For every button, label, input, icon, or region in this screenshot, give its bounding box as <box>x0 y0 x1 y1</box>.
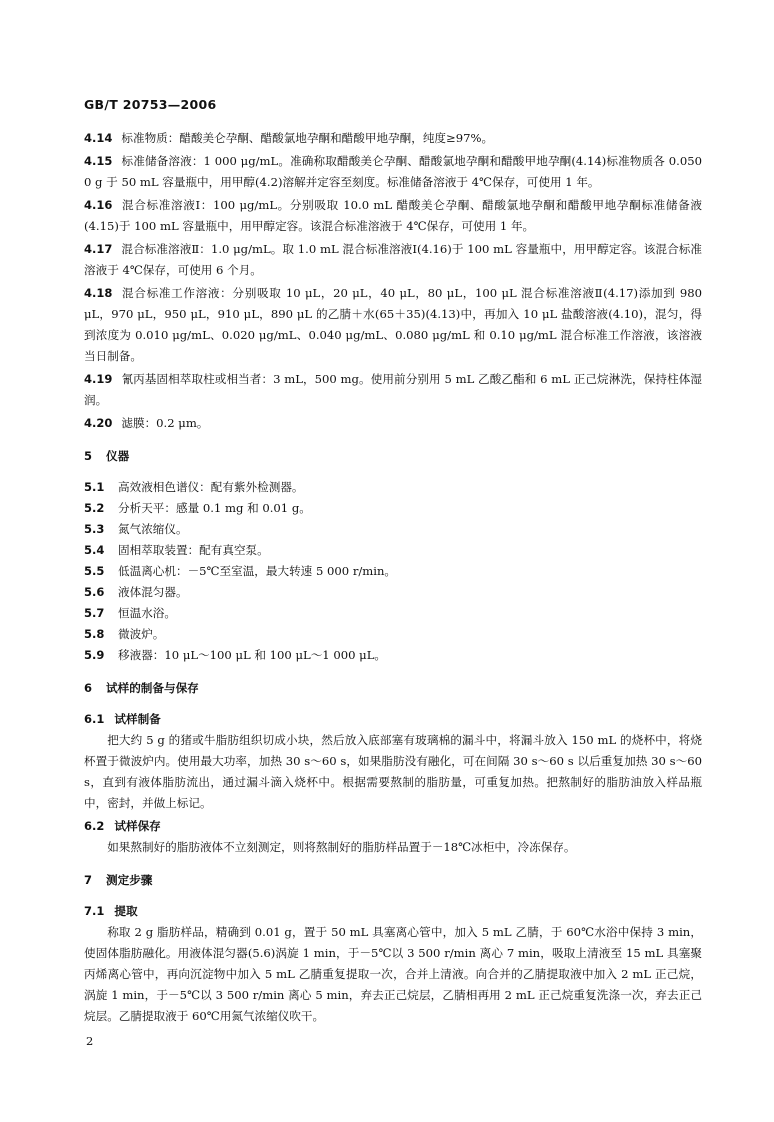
clause-text: 混合标准溶液Ⅱ：1.0 μg/mL。取 1.0 mL 混合标准溶液Ⅰ(4.16)于 100 mL 容量瓶中，用甲醇定容。该混合标准溶液于 4℃保存，可使用 6 个月。 <box>84 242 702 277</box>
clause-number: 5.5 <box>84 564 105 578</box>
sample-preparation-text: 把大约 5 g 的猪或牛脂肪组织切成小块，然后放入底部塞有玻璃棉的漏斗中，将漏斗放入 150 mL 的烧杯中，将烧杯置于微波炉内。使用最大功率，加热 30 s～60 s，如果脂肪没有融化，可在间隔 30 s～60 s 以后重复加热 30 s～60 s，直到有液体脂肪流出，通过漏斗滴入烧杯中。根据需要熬制的脂肪量，可重复加热。把熬制好的脂肪油放入样品瓶中，密封，并做上标记。 <box>84 733 702 810</box>
clause-number: 5.7 <box>84 606 105 620</box>
subsection-heading-6-2 <box>84 816 702 837</box>
subsection-number: 6.2 <box>84 819 105 833</box>
clause-text: 固相萃取装置：配有真空泵。 <box>118 543 269 557</box>
section-number: 5 <box>84 449 93 463</box>
standard-number-header: GB/T 20753—2006 <box>84 97 217 112</box>
instrument-item <box>84 519 702 540</box>
section-title: 仪器 <box>106 449 130 463</box>
section-title: 试样的制备与保存 <box>106 681 199 695</box>
clause-4-17 <box>84 239 702 281</box>
clause-4-19 <box>84 369 702 411</box>
sample-storage-text: 如果熬制好的脂肪液体不立刻测定，则将熬制好的脂肪样品置于－18℃冰柜中，冷冻保存。 <box>107 840 576 854</box>
clause-text: 分析天平：感量 0.1 mg 和 0.01 g。 <box>118 501 311 515</box>
clause-number: 5.1 <box>84 480 105 494</box>
clause-text: 标准储备溶液：1 000 μg/mL。准确称取醋酸美仑孕酮、醋酸氯地孕酮和醋酸甲地孕酮(4.14)标准物质各 0.050 0 g 于 50 mL 容量瓶中，用甲醇(4.2)溶解并定容至刻度。标准储备溶液于 4℃保存，可使用 1 年。 <box>84 154 702 189</box>
clause-text: 标准物质：醋酸美仑孕酮、醋酸氯地孕酮和醋酸甲地孕酮，纯度≥97%。 <box>121 131 494 145</box>
clause-4-18 <box>84 283 702 367</box>
clause-text: 滤膜：0.2 μm。 <box>121 416 209 430</box>
clause-number: 5.4 <box>84 543 105 557</box>
subsection-heading-7-1 <box>84 901 702 922</box>
section-heading-7 <box>84 870 702 891</box>
instrument-item <box>84 498 702 519</box>
clause-number: 5.8 <box>84 627 105 641</box>
instrument-item <box>84 582 702 603</box>
subsection-heading-6-1 <box>84 709 702 730</box>
clause-number: 4.15 <box>84 154 113 168</box>
clause-number: 4.19 <box>84 372 113 386</box>
clause-text: 微波炉。 <box>118 627 165 641</box>
section-heading-6 <box>84 678 702 699</box>
clause-text: 恒温水浴。 <box>118 606 176 620</box>
document-body <box>84 128 702 1029</box>
clause-number: 4.16 <box>84 198 113 212</box>
subsection-title: 试样保存 <box>114 819 161 833</box>
clause-text: 移液器：10 μL～100 μL 和 100 μL～1 000 μL。 <box>118 648 386 662</box>
subsection-title: 试样制备 <box>114 712 161 726</box>
clause-number: 4.17 <box>84 242 113 256</box>
subsection-number: 7.1 <box>84 904 105 918</box>
clause-4-14 <box>84 128 702 149</box>
instrument-item <box>84 624 702 645</box>
subsection-title: 提取 <box>114 904 138 918</box>
instrument-item <box>84 645 702 666</box>
clause-text: 氰丙基固相萃取柱或相当者：3 mL，500 mg。使用前分别用 5 mL 乙酸乙酯和 6 mL 正己烷淋洗，保持柱体湿润。 <box>84 372 702 407</box>
instrument-item <box>84 603 702 624</box>
instrument-item <box>84 540 702 561</box>
clause-number: 5.9 <box>84 648 105 662</box>
clause-4-20 <box>84 413 702 434</box>
clause-number: 5.6 <box>84 585 105 599</box>
section-title: 测定步骤 <box>106 873 153 887</box>
clause-4-15 <box>84 151 702 193</box>
section-number: 7 <box>84 873 93 887</box>
clause-number: 5.3 <box>84 522 105 536</box>
page-number: 2 <box>86 1034 94 1048</box>
clause-text: 高效液相色谱仪：配有紫外检测器。 <box>118 480 304 494</box>
clause-number: 4.20 <box>84 416 113 430</box>
clause-number: 4.18 <box>84 286 113 300</box>
clause-number: 5.2 <box>84 501 105 515</box>
extraction-text: 称取 2 g 脂肪样品，精确到 0.01 g，置于 50 mL 具塞离心管中，加入 5 mL 乙腈，于 60℃水浴中保持 3 min，使固体脂肪融化。用液体混匀器(5.6)涡旋 1 min，于－5℃以 3 500 r/min 离心 7 min，吸取上清液至 15 mL 具塞聚丙烯离心管中，再向沉淀物中加入 5 mL 乙腈重复提取一次，合并上清液。向合并的乙腈提取液中加入 2 mL 正己烷，涡旋 1 min，于－5℃以 3 500 r/min 离心 5 min，弃去正己烷层，乙腈相再用 2 mL 正己烷重复洗涤一次，弃去正己烷层。乙腈提取液于 60℃用氮气浓缩仪吹干。 <box>84 925 702 1023</box>
clause-4-16 <box>84 195 702 237</box>
clause-text: 氮气浓缩仪。 <box>118 522 188 536</box>
section-number: 6 <box>84 681 93 695</box>
clause-text: 混合标准溶液Ⅰ：100 μg/mL。分别吸取 10.0 mL 醋酸美仑孕酮、醋酸氯地孕酮和醋酸甲地孕酮标准储备液(4.15)于 100 mL 容量瓶中，用甲醇定容。该混合标准溶液于 4℃保存，可使用 1 年。 <box>84 198 702 233</box>
instrument-item <box>84 477 702 498</box>
clause-text: 低温离心机：－5℃至室温，最大转速 5 000 r/min。 <box>118 564 397 578</box>
clause-text: 液体混匀器。 <box>118 585 188 599</box>
clause-text: 混合标准工作溶液：分别吸取 10 μL，20 μL，40 μL，80 μL，100 μL 混合标准溶液Ⅱ(4.17)添加到 980 μL，970 μL，950 μL，910 μL，890 μL 的乙腈＋水(65＋35)(4.13)中，再加入 10 μL 盐酸溶液(4.10)，混匀，得到浓度为 0.010 μg/mL、0.020 μg/mL、0.040 μg/mL、0.080 μg/mL 和 0.10 μg/mL 混合标准工作溶液，该溶液当日制备。 <box>84 286 702 363</box>
section-heading-5 <box>84 446 702 467</box>
instrument-item <box>84 561 702 582</box>
subsection-number: 6.1 <box>84 712 105 726</box>
clause-number: 4.14 <box>84 131 113 145</box>
